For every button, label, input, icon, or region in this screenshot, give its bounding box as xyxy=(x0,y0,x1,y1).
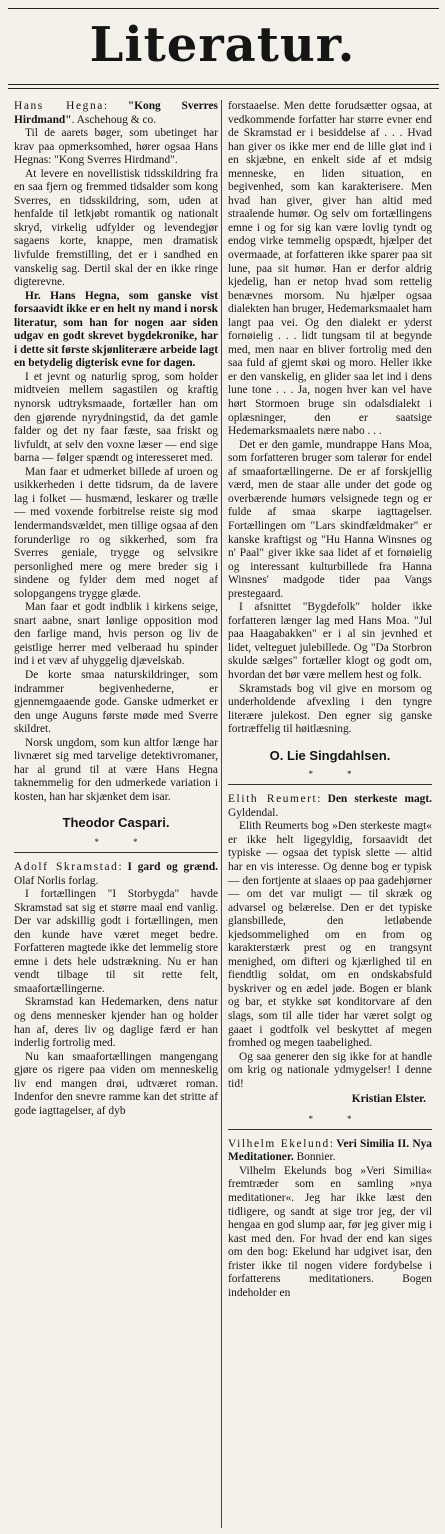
review-heading-ekelund: Vilhelm Ekelund: Veri Similia II. Nya Meditationer. Bonnier. xyxy=(228,1137,432,1164)
review-author: Elith Reumert xyxy=(228,793,318,806)
review-paragraph: At levere en novellistisk tidsskildring fra en saa fjern og fremmed tidsalder som kong Sverres, en tidsskildring, som, uden at henfalde til letkjøbt romantik og nationalt skryd, virkelig udfylder og levendegjør sagaens korte, knappe, men dramatisk livfulde fremstilling, det er i sandhed en vanskelig sag. Dertil skal der en ikke ringe digterevne. xyxy=(14,167,218,289)
review-heading-hegna: Hans Hegna: "Kong Sverres Hirdmand". Aschehoug & co. xyxy=(14,100,218,126)
review-publisher: Bonnier. xyxy=(296,1151,336,1164)
review-paragraph: Og saa generer den sig ikke for at handle om krig og nationale ydmygelser! I denne tid! xyxy=(228,1050,432,1090)
divider-rule xyxy=(228,1129,432,1130)
review-author: Adolf Skramstad xyxy=(14,860,119,873)
divider-rule xyxy=(228,784,432,785)
review-paragraph: Elith Reumerts bog »Den sterkeste magt« er ikke helt ligegyldig, forsaavidt det typiske — ogsaa det typisk slette — altid har en vis interesse. Og denne bog er typisk — den fortjente at slaaes op paa gadehjørner — om det var muligt — til skræk og advarsel og belærelse. Den er det typiske glansbillede, den letløbende kjedsommelighed om en from og karakterstærk prest og en trangsynt menighed, om difteri og kjærlighed til en fiendtlig soldat, om en ondskabsfuld byskriver og en ædel jøde. Bogen er blank og bar, et stykke søt konditorvare af den slags, som til alle tider har været solgt og gaaet i godtfolk vel beskyttet af megen fromhed og megen taabelighed. xyxy=(228,820,432,1050)
review-publisher: Olaf Norlis forlag. xyxy=(14,874,99,887)
review-paragraph: Til de aarets bøger, som ubetinget har krav paa opmerksomhed, hører ogsaa Hans Hegnas: "Kong Sverres Hirdmand". xyxy=(14,127,218,167)
review-paragraph: I et jevnt og naturlig sprog, som holder midtveien mellem sagastilen og kraftig nynorsk udtryksmaade, fortæller han om den gjørende nyrydningstid, da det gamle falder og det ny faar fæste, saa friskt og livfuldt, at selv den voxne læser — end sige barna — følger spændt og interesseret med. xyxy=(14,370,218,465)
review-paragraph: Nu kan smaafortællingen mangengang gjøre os rigere paa viden om menneskelig liv end mangen drøi, udtværet roman. Indenfor den snevre ramme kan det stritte af gode iagttagelser, af dyb xyxy=(14,1050,218,1117)
divider-rule xyxy=(14,852,218,853)
review-paragraph: Skramstads bog vil give en morsom og underholdende afvexling i den tyngre literære julekost. Den egner sig ganske fortræffelig til høitlæsning. xyxy=(228,682,432,736)
reviewer-signature: O. Lie Singdahlsen. xyxy=(269,747,391,763)
review-heading-reumert: Elith Reumert: Den sterkeste magt. Gyldendal. xyxy=(228,793,432,819)
section-title: Literatur. xyxy=(89,17,356,73)
review-publisher: Gyldendal. xyxy=(228,806,279,819)
review-author: Vilhelm Ekelund xyxy=(228,1137,330,1150)
review-paragraph: I afsnittet "Bygdefolk" holder ikke forfatteren længer lag med Hans Moa. "Jul paa Haagabakken" er i al sin jevnhed et lidet, velteguet julebillede. Og "Da Storbron skulde sælges" fortæller klogt og godt om, hvordan det bør være mellem hest og folk. xyxy=(228,601,432,681)
review-publisher: Aschehoug & co. xyxy=(76,113,157,126)
left-column xyxy=(14,100,218,1530)
review-paragraph: Man faar et godt indblik i kirkens seige, snart aabne, snart lønlige opposition mod den farlige mand, hvis person og liv de geistlige herrer med velberaad hu spinder ind i et væv af uhyggelig djævelskab. xyxy=(14,601,218,668)
review-book-title: "Kong Sverres Hirdmand" xyxy=(14,100,218,126)
review-paragraph: Hr. Hans Hegna, som ganske vist forsaavidt ikke er en helt ny mand i norsk literatur, som han for nogen aar siden udgav en godt skrevet bygdekronike, har i dette sit første skjønliterære arbeide lagt en betydelig digterisk evne for dagen. xyxy=(14,289,218,370)
review-paragraph: De korte smaa naturskildringer, som indrammer begivenhederne, er gjennemgaaende gode. Ganske udmerket er den unge Auguns første møde med Sverre skildret. xyxy=(14,668,218,736)
review-author: Hans Hegna xyxy=(14,100,104,112)
review-book-title: Veri Similia II. Nya Meditationer. xyxy=(228,1137,432,1164)
title-rule-lower xyxy=(8,88,439,89)
section-divider-stars: ** xyxy=(94,836,172,847)
top-rule xyxy=(8,8,439,9)
reviewer-signature: Kristian Elster. xyxy=(351,1093,426,1106)
review-paragraph: Skramstad kan Hedemarken, dens natur og dens mennesker kjender han og holder han af, deres liv og daglige færd er han inderlig fortrolig med. xyxy=(14,996,218,1050)
right-column xyxy=(228,100,432,1530)
review-paragraph: I fortællingen "I Storbygda" havde Skramstad sat sig et større maal end vanlig. Der var adskillig godt i fortællingen, men den kunde have været meget bedre. Forfatteren magtede ikke det lemmelig store emne i dets hele udstrækning. Nu er han vendt tilbage til sit rette felt, smaafortællingerne. xyxy=(14,888,218,995)
reviewer-signature: Theodor Caspari. xyxy=(62,815,170,831)
review-heading-skramstad: Adolf Skramstad: I gard og grænd. Olaf Norlis forlag. xyxy=(14,860,218,887)
section-divider-stars: ** xyxy=(308,1113,386,1124)
section-divider-stars: ** xyxy=(308,769,386,780)
review-book-title: Den sterkeste magt. xyxy=(327,793,432,806)
title-rule-upper xyxy=(8,84,439,85)
review-paragraph: Norsk ungdom, som kun altfor længe har livnæret sig med tarvelige detektivromaner, har al grund til at være Hans Hegna taknemmelig for den udmerkede variation i kosten, han har skjænket dem isar. xyxy=(14,736,218,803)
review-paragraph: Man faar et udmerket billede af uroen og usikkerheden i dette tidsrum, da de lavere lag i folket — husmænd, leskarer og trælle — med voxende forbitrelse reiste sig mod lendermandsvældet, men tillige ogsaa af den forunderlige ro og sikkerhed, som fra Sverres geniale, trygge og selvsikre personlighed mere og mere breder sig i sindene og fylder dem med noget af solopgangens trygge glæde. xyxy=(14,465,218,600)
review-book-title: I gard og grænd. xyxy=(127,860,218,873)
review-paragraph: Vilhelm Ekelunds bog »Veri Similia« fremtræder som en samling »nya meditationer«. Jeg har ikke læst den tidligere, og sandt at sige tror jeg, der vil hengaa en god slump aar, før jeg giver mig i kast med den. For hvad der end kan siges om den bog: Ekelund har udgivet isar, den frister ikke til nogen videre fordybelse i forfatterens meditationers. Bogen indeholder en xyxy=(228,1164,432,1299)
review-paragraph: forstaaelse. Men dette forudsætter ogsaa, at vedkommende forfatter har større evner end de Skramstad er i besiddelse af . . . Hvad han giver os ikke mer end de lille gløt ind i en skjæbne, en enkelt side af et mdsig menneske, en liden situation, en begivenhed, som kan karakterisere. Men hvad han giver, giver han altid med straalende humør. Og selv om fortællingens emne i og for sig kan være lovlig tyndt og endog virke temmelig opspædt, hjælper det overmaade, at forfatteren ikke sparer paa sit lune, paa sit humør. Han er derfor aldrig kjedelig, han er netop hvad som rettelig benævnes morsom. Nu hjælper ogsaa dialekten han bruger, Hedemarksmaalet ham langt paa vei. Og den dialekt er yderst fornøielig . . . lidt tungsam til at begynde med, men naar en bliver fortrolig med den saa fuld af gjemt skøi og moro. Heller ikke er den vanskelig, en glider saa let ind i dens lune tone . . . Ja, nogen hver kan vel have hørt Stormoen bruge sin odalsdialekt i oplæsninger, den er saatsige Hedemarksmaalets nære nabo . . . xyxy=(228,100,432,438)
review-paragraph: Det er den gamle, mundrappe Hans Moa, som forfatteren bruger som talerør for endel af smaafortællingerne. De er af forskjellig værd, men de staar alle under det gode og overbærende humørs velsignede tegn og er fulde af smaa skarpe iagttagelser. Fortællingen om "Lars skindfældmaker" er kanske kraftigst og "Hu Hanna Winsnes og n' Paal" giver ikke saa lidet af et fornøielig og interessant kulturbillede fra Hanna Winsnes' madgode tider paa Vangs prestegaard. xyxy=(228,438,432,600)
column-divider xyxy=(221,100,222,1528)
